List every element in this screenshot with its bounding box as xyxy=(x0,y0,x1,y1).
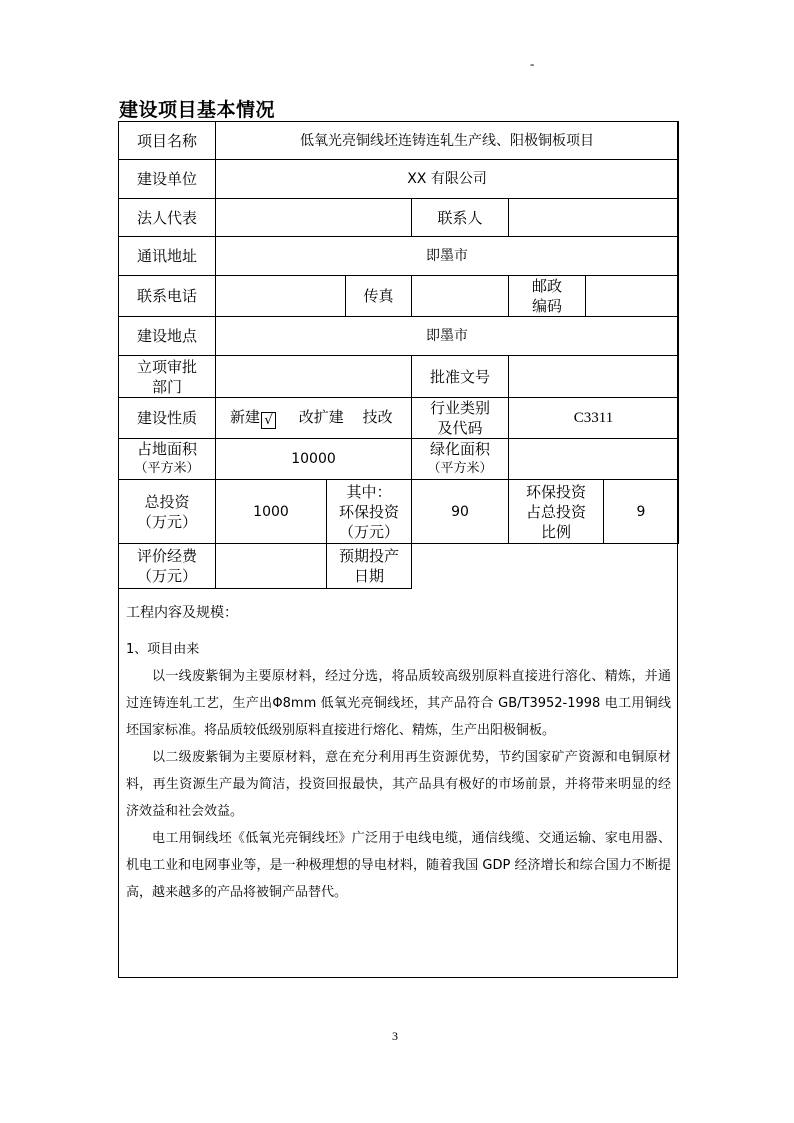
phone-value xyxy=(216,276,346,317)
project-name-value: 低氧光亮铜线坯连铸连轧生产线、阳极铜板项目 xyxy=(216,122,679,160)
prod-date-label-line1: 预期投产 xyxy=(338,547,399,565)
project-info-table xyxy=(118,121,679,589)
env-ratio-value: 9 xyxy=(604,480,679,544)
env-ratio-label-line2: 占总投资 xyxy=(525,502,586,521)
row-approval xyxy=(119,356,679,398)
eval-fee-label-line2: （万元） xyxy=(136,567,197,585)
row-area xyxy=(119,439,679,480)
env-ratio-label-line3: 比例 xyxy=(540,522,571,541)
row-phone xyxy=(119,276,679,317)
row-investment xyxy=(119,480,679,544)
approval-dept-label-line2: 部门 xyxy=(151,377,182,396)
env-ratio-label-line1: 环保投资 xyxy=(525,482,586,501)
nature-new-option: 新建 xyxy=(230,408,261,426)
legal-rep-label: 法人代表 xyxy=(119,199,216,237)
content-paragraph: 电工用铜线坯《低氧光亮铜线坯》广泛用于电线电缆，通信线缆、交通运输、家电用器、机电工业和电网事业等，是一种极理想的导电材料，随着我国 GDP 经济增长和综合国力不断提高，越来越多的产品将被铜产品替代。 xyxy=(126,831,671,900)
site-label: 建设地点 xyxy=(119,317,216,356)
area-label-line1: 占地面积 xyxy=(136,440,197,458)
nature-new-checkbox[interactable]: √ xyxy=(261,412,276,429)
prod-date-label xyxy=(327,544,412,589)
env-ratio-label xyxy=(509,480,604,544)
nature-label: 建设性质 xyxy=(119,398,216,439)
legal-rep-value xyxy=(216,199,412,237)
postcode-label-line2: 编码 xyxy=(531,297,562,315)
page-number: 3 xyxy=(392,1029,398,1043)
approval-dept-label xyxy=(119,356,216,398)
phone-label: 联系电话 xyxy=(119,276,216,317)
eval-fee-label-line1: 评价经费 xyxy=(136,547,197,565)
green-label-line1: 绿化面积 xyxy=(429,440,490,458)
contact-value xyxy=(509,199,679,237)
green-label xyxy=(412,439,509,480)
green-label-line2: （平方米） xyxy=(427,461,493,476)
eval-fee-label xyxy=(119,544,216,589)
approval-no-value xyxy=(509,356,679,398)
fax-label: 传真 xyxy=(346,276,412,317)
eval-fee-value xyxy=(216,544,327,589)
industry-label-line2: 及代码 xyxy=(437,419,483,437)
env-invest-label-line2: 环保投资 xyxy=(338,502,399,521)
content-subheading: 1、项目由来 xyxy=(126,642,200,657)
industry-code-value: C3311 xyxy=(509,398,679,439)
content-heading: 工程内容及规模： xyxy=(126,605,238,621)
project-name-label: 项目名称 xyxy=(119,122,216,160)
address-label: 通讯地址 xyxy=(119,237,216,276)
header-mark: - xyxy=(530,56,535,71)
area-label-line2: （平方米） xyxy=(134,461,200,476)
site-value: 即墨市 xyxy=(216,317,679,356)
row-eval-fee xyxy=(119,544,679,589)
env-invest-label xyxy=(327,480,412,544)
row-project-name xyxy=(119,122,679,160)
invest-value: 1000 xyxy=(216,480,327,544)
project-content-section xyxy=(118,585,678,978)
row-nature xyxy=(119,398,679,439)
row-site xyxy=(119,317,679,356)
row-legal-rep xyxy=(119,199,679,237)
env-invest-label-line1: 其中： xyxy=(346,482,392,501)
content-body xyxy=(126,663,671,906)
prod-date-value xyxy=(412,544,679,589)
approval-no-label: 批准文号 xyxy=(412,356,509,398)
nature-tech-option: 技改 xyxy=(362,408,393,426)
content-paragraph: 以一线废紫铜为主要原材料，经过分选，将品质较高级别原料直接进行溶化、精炼，并通过连铸连轧工艺，生产出Φ8mm 低氧光亮铜线坯，其产品符合 GB/T3952-1998 电工用铜线坯国家标准。将品质较低级别原料直接进行熔化、精炼，生产出阳极铜板。 xyxy=(126,669,671,738)
postcode-label-line1: 邮政 xyxy=(531,277,562,295)
nature-expand-option: 改扩建 xyxy=(298,408,344,426)
green-value xyxy=(509,439,679,480)
address-value: 即墨市 xyxy=(216,237,679,276)
row-construction-unit xyxy=(119,160,679,199)
industry-label xyxy=(412,398,509,439)
construction-unit-value: XX 有限公司 xyxy=(216,160,679,199)
content-paragraph: 以二级废紫铜为主要原材料，意在充分利用再生资源优势，节约国家矿产资源和电铜原材料，再生资源生产最为简洁，投资回报最快，其产品具有极好的市场前景，并将带来明显的经济效益和社会效益。 xyxy=(126,750,671,819)
prod-date-label-line2: 日期 xyxy=(353,567,384,585)
construction-unit-label: 建设单位 xyxy=(119,160,216,199)
invest-label-line1: 总投资 xyxy=(144,492,190,511)
env-invest-label-line3: （万元） xyxy=(338,522,399,541)
row-address xyxy=(119,237,679,276)
nature-options xyxy=(216,398,412,439)
contact-label: 联系人 xyxy=(412,199,509,237)
area-value: 10000 xyxy=(216,439,412,480)
postcode-label xyxy=(509,276,586,317)
fax-value xyxy=(412,276,509,317)
area-label xyxy=(119,439,216,480)
env-invest-value: 90 xyxy=(412,480,509,544)
page-title: 建设项目基本情况 xyxy=(119,99,276,121)
approval-dept-value xyxy=(216,356,412,398)
postcode-value xyxy=(586,276,679,317)
invest-label-line2: （万元） xyxy=(136,512,197,531)
approval-dept-label-line1: 立项审批 xyxy=(136,357,197,376)
industry-label-line1: 行业类别 xyxy=(429,399,490,417)
invest-label xyxy=(119,480,216,544)
